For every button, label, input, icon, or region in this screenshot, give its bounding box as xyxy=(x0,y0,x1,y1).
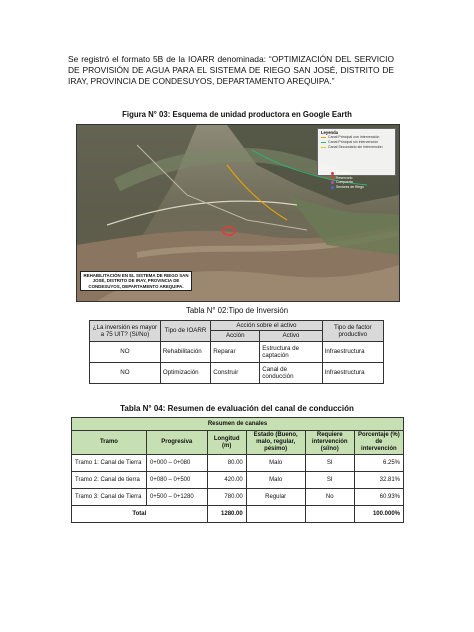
investment-type-table xyxy=(89,320,384,384)
table-cell: 0+500 – 0+1280 xyxy=(146,489,207,506)
table-row xyxy=(72,472,404,489)
table-cell: 6.25% xyxy=(354,455,403,472)
header-cell: ¿La inversión es mayor a 75 UIT? (Sí/No) xyxy=(90,321,161,342)
figure-caption: Figura N° 03: Esquema de unidad productora en Google Earth xyxy=(122,110,352,119)
table-cell xyxy=(246,506,305,523)
legend-title: Leyenda xyxy=(321,130,338,135)
table-cell: 0+080 – 0+500 xyxy=(146,472,207,489)
header-cell: Longitud (m) xyxy=(207,431,246,455)
table-cell: 420.00 xyxy=(207,472,246,489)
table-cell: Construir xyxy=(211,362,260,383)
table-cell: Tramo 3: Canal de Tierra xyxy=(72,489,147,506)
group-header: Resumen de canales xyxy=(72,418,404,431)
total-longitud: 1280.00 xyxy=(207,506,246,523)
header-cell: Acción sobre el activo xyxy=(211,321,322,331)
table-cell: Regular xyxy=(246,489,305,506)
table-cell: 780.00 xyxy=(207,489,246,506)
legend-item: Canal Secundario sin intervención xyxy=(321,145,392,150)
table-cell: SI xyxy=(305,455,354,472)
legend-item: Canal Principal sin intervención xyxy=(321,140,392,145)
table-cell: 60.93% xyxy=(354,489,403,506)
google-earth-figure xyxy=(76,124,400,302)
table-cell: Reparar xyxy=(211,341,260,362)
table-cell: 80.00 xyxy=(207,455,246,472)
canal-summary-table xyxy=(71,417,404,523)
total-row xyxy=(72,506,404,523)
table-cell: Estructura de captación xyxy=(260,341,322,362)
table2-caption: Tabla N° 02:Tipo de Inversión xyxy=(185,306,289,315)
table-cell: SI xyxy=(305,472,354,489)
legend-point: Reservorio xyxy=(331,176,391,181)
map-title-label: REHABILITACIÓN EN EL SISTEMA DE RIEGO SAN JOSÉ, DISTRITO DE IRAY, PROVINCIA DE CONDESUYOS, DEPARTAMENTO AREQUIPA. xyxy=(80,271,192,291)
header-cell: Requiere intervención (sí/no) xyxy=(305,431,354,455)
legend-item: Canal Principal con intervención xyxy=(321,135,392,140)
table-cell xyxy=(305,506,354,523)
intro-paragraph: Se registró el formato 5B de la IOARR denominada: “OPTIMIZACIÓN DEL SERVICIO DE PROVISIÓN DE AGUA PARA EL SISTEMA DE RIEGO SAN JOSÉ, DISTRITO DE IRAY, PROVINCIA DE CONDESUYOS, DEPARTAMENTO AREQUIPA.” xyxy=(68,54,394,86)
header-cell: Tipo de factor productivo xyxy=(322,321,383,342)
legend-point: Sectores de Riego xyxy=(331,185,391,190)
table-cell: Tramo 1: Canal de Tierra xyxy=(72,455,147,472)
table-cell: 32.81% xyxy=(354,472,403,489)
table-cell: Infraestructura xyxy=(322,341,383,362)
map-legend xyxy=(317,128,396,176)
header-cell: Tipo de IOARR xyxy=(160,321,210,342)
header-cell: Tramo xyxy=(72,431,147,455)
table-cell: Canal de conducción xyxy=(260,362,322,383)
table-cell: NO xyxy=(90,341,161,362)
table-cell: Rehabilitación xyxy=(160,341,210,362)
header-cell: Activo xyxy=(260,331,322,341)
table-cell: NO xyxy=(90,362,161,383)
legend-point: Bocatoma xyxy=(331,171,391,176)
table-cell: Infraestructura xyxy=(322,362,383,383)
header-cell: Acción xyxy=(211,331,260,341)
table-cell: Malo xyxy=(246,472,305,489)
table-cell: Optimización xyxy=(160,362,210,383)
legend-point: Compuerta xyxy=(331,180,391,185)
total-label: Total xyxy=(72,506,208,523)
header-cell: Estado (Bueno, malo, regular, pésimo) xyxy=(246,431,305,455)
table-cell: Malo xyxy=(246,455,305,472)
table-cell: Tramo 2: Canal de tierra xyxy=(72,472,147,489)
table4-caption: Tabla N° 04: Resumen de evaluación del canal de conducción xyxy=(120,404,354,413)
header-cell: Progresiva xyxy=(146,431,207,455)
map-point-legend xyxy=(331,171,391,189)
table-cell: 0+000 – 0+080 xyxy=(146,455,207,472)
table-row xyxy=(90,362,384,383)
table-row xyxy=(72,455,404,472)
table-cell: No xyxy=(305,489,354,506)
header-cell: Porcentaje (%) de intervención xyxy=(354,431,403,455)
table-row xyxy=(72,489,404,506)
table-row xyxy=(90,341,384,362)
total-porcentaje: 100.000% xyxy=(354,506,403,523)
